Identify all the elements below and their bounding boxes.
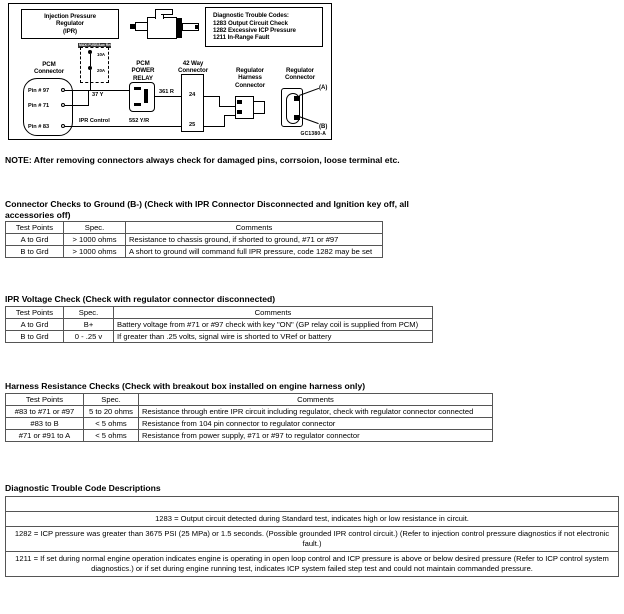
- wire-25-up: [224, 115, 225, 127]
- wire-label-37y: 37 Y: [92, 92, 104, 98]
- regulator-elbow: [161, 9, 173, 15]
- column-header-comments: Comments: [126, 222, 383, 234]
- dtc-callout-code-1: 1282 Excessive ICP Pressure: [213, 27, 296, 34]
- table-row: [6, 552, 619, 577]
- table-row: [6, 527, 619, 552]
- terminal-label-a: (A): [319, 85, 328, 91]
- ipr-title-line2: Regulator: [56, 20, 84, 28]
- voltage-check-heading: IPR Voltage Check (Check with regulator connector disconnected): [5, 294, 276, 304]
- dtc-descriptions-table: [5, 496, 619, 577]
- regulator-harness-connector-label: [225, 67, 275, 89]
- table-header-row: [6, 307, 433, 319]
- voltage-check-table: [5, 306, 433, 343]
- regulator-inlet: [135, 22, 148, 31]
- cell-spec: > 1000 ohms: [64, 246, 126, 258]
- way-pin-24: 24: [189, 92, 196, 98]
- ipr-title-line3: (IPR): [63, 27, 77, 35]
- column-header-comments: Comments: [139, 394, 493, 406]
- cell-test-points: B to Grd: [6, 246, 64, 258]
- wire-label-ipr-control: IPR Control: [79, 118, 110, 124]
- cell-spec: B+: [64, 319, 114, 331]
- table-row: [6, 319, 433, 331]
- pcm-power-relay-line3: RELAY: [133, 74, 153, 82]
- column-header-test-points: Test Points: [6, 307, 64, 319]
- wire-label-361r: 361 R: [159, 89, 174, 95]
- cell-comments: Battery voltage from #71 or #97 check with key "ON" (GP relay coil is supplied from PCM): [114, 319, 433, 331]
- pcm-power-relay-line1: PCM: [136, 60, 150, 67]
- cell-test-points: #83 to #71 or #97: [6, 406, 84, 418]
- regulator-connector-label: [275, 67, 325, 82]
- regulator-body: [147, 17, 177, 39]
- harness-connector-pin-a: [237, 100, 242, 104]
- ground-check-heading: Connector Checks to Ground (B-) (Check with IPR Connector Disconnected and Ignition key off, all accessories off): [5, 199, 409, 220]
- column-header-spec: Spec.: [64, 307, 114, 319]
- terminal-label-b: (B): [319, 124, 328, 130]
- wire-relay-to-42way: [155, 96, 181, 97]
- fuse-internal-wire: [90, 54, 91, 66]
- cell-test-points: A to Grd: [6, 319, 64, 331]
- regulator-illustration: [127, 9, 201, 45]
- pcm-connector-label-line1: PCM: [42, 61, 56, 68]
- pcm-power-relay-label: [125, 60, 161, 82]
- cell-test-points: #83 to B: [6, 418, 84, 430]
- dtc-row-empty: [6, 497, 619, 512]
- regulator-harness-line2: Harness: [238, 74, 262, 82]
- wire-label-552yr: 552 Y/R: [129, 118, 150, 124]
- harness-check-heading: Harness Resistance Checks (Check with breakout box installed on engine harness only): [5, 381, 366, 391]
- regulator-stub-pin: [195, 25, 198, 29]
- relay-contact-bottom: [134, 103, 141, 106]
- cell-test-points: #71 or #91 to A: [6, 430, 84, 442]
- cell-test-points: B to Grd: [6, 331, 64, 343]
- regulator-inlet-tip: [130, 24, 136, 29]
- regulator-harness-line3: Connector: [234, 81, 266, 89]
- cell-comments: Resistance to chassis ground, if shorted to ground, #71 or #97: [126, 234, 383, 246]
- fuse-label-10a: 10A: [97, 52, 106, 57]
- cell-comments: Resistance through entire IPR circuit including regulator, check with regulator connector connected: [139, 406, 493, 418]
- wiring-diagram: [8, 3, 332, 140]
- regulator-connector-line2: Connector: [284, 74, 316, 82]
- table-row: [6, 246, 383, 258]
- harness-connector-nose: [253, 101, 265, 114]
- dtc-row-1211: 1211 = If set during normal engine operation indicates engine is operating in open loop control and ICP pressure is above or below desired pressure (Refer to ICP control system diagnostics.) or if set during engine running test, indicates ICP system failed step test and could not maintain commanded pressure.: [6, 552, 619, 577]
- pcm-connector-label: [23, 61, 75, 76]
- column-header-test-points: Test Points: [6, 394, 84, 406]
- column-header-comments: Comments: [114, 307, 433, 319]
- pcm-power-relay-line2: POWER: [131, 67, 155, 75]
- dtc-callout-heading: Diagnostic Trouble Codes:: [213, 12, 289, 20]
- regulator-harness-connector-shape: [235, 96, 265, 119]
- wire-ipr-control: [65, 126, 181, 127]
- cell-comments: Resistance from power supply, #71 or #97 to regulator connector: [139, 430, 493, 442]
- dtc-callout-code-0: 1283 Output Circuit Check: [213, 19, 288, 27]
- way-pin-25: 25: [189, 122, 196, 128]
- cell-test-points: A to Grd: [6, 234, 64, 246]
- dtc-row-1282: 1282 = ICP pressure was greater than 3675 PSI (25 MPa) or 1.5 seconds. (Possible grounded IPR control circuit.) (Refer to injection control pressure diagnostics if not electronic fault.): [6, 527, 619, 552]
- table-header-row: [6, 394, 493, 406]
- cell-comments: Resistance from 104 pin connector to regulator connector: [139, 418, 493, 430]
- table-header-row: [6, 222, 383, 234]
- table-row: [6, 497, 619, 512]
- pin-label-97: Pin # 97: [28, 88, 50, 94]
- ipr-title-line1: Injection Pressure: [44, 12, 96, 20]
- cell-spec: < 5 ohms: [84, 418, 139, 430]
- relay-coil: [144, 89, 148, 103]
- table-row: [6, 418, 493, 430]
- wire-71-to-97-junction: [88, 90, 89, 106]
- table-row: [6, 234, 383, 246]
- cell-spec: > 1000 ohms: [64, 234, 126, 246]
- fuse-to-bus-wire: [90, 70, 91, 90]
- pin-label-71: Pin # 71: [28, 103, 50, 109]
- table-row: [6, 430, 493, 442]
- dtc-callout-code-2: 1211 In-Range Fault: [213, 34, 270, 42]
- column-header-spec: Spec.: [64, 222, 126, 234]
- way-connector-label-line2: Connector: [177, 67, 209, 75]
- dtc-callout-box: [205, 7, 323, 47]
- way-connector-label: [169, 60, 217, 75]
- fuse-box-header-label: MAXI FUSE/Aux Relay Box: [79, 43, 123, 47]
- note-text: NOTE: After removing connectors always check for damaged pins, corrsoion, loose terminal etc.: [5, 155, 400, 165]
- table-row: [6, 406, 493, 418]
- wire-25-out: [204, 126, 225, 127]
- cell-comments: If greater than .25 volts, signal wire is shorted to VRef or battery: [114, 331, 433, 343]
- dtc-row-1283: 1283 = Output circuit detected during Standard test, indicates high or low resistance in circuit.: [6, 512, 619, 527]
- cell-spec: < 5 ohms: [84, 430, 139, 442]
- pcm-power-relay-shape: [129, 82, 155, 112]
- cell-spec: 0 - .25 v: [64, 331, 114, 343]
- column-header-spec: Spec.: [84, 394, 139, 406]
- way-connector-label-line1: 42 Way: [182, 60, 204, 67]
- dtc-descriptions-heading: Diagnostic Trouble Code Descriptions: [5, 483, 161, 493]
- harness-check-table: [5, 393, 493, 442]
- cell-comments: A short to ground will command full IPR pressure, code 1282 may be set: [126, 246, 383, 258]
- ipr-title-box: [21, 9, 119, 39]
- harness-connector-pin-b: [237, 110, 242, 114]
- table-row: [6, 512, 619, 527]
- regulator-connector-line1: Regulator: [286, 67, 314, 74]
- table-row: [6, 331, 433, 343]
- cell-spec: 5 to 20 ohms: [84, 406, 139, 418]
- fuse-label-20a: 20A: [97, 68, 106, 73]
- wire-71-segment: [65, 105, 89, 106]
- regulator-terminal-a: [294, 96, 300, 101]
- regulator-harness-line1: Regulator: [236, 67, 264, 74]
- wire-24-out: [204, 96, 220, 97]
- part-id-label: GC1380-A: [300, 131, 326, 137]
- pcm-connector-label-line2: Connector: [33, 68, 65, 76]
- column-header-test-points: Test Points: [6, 222, 64, 234]
- pin-label-83: Pin # 83: [28, 124, 50, 130]
- relay-contact-top: [134, 87, 141, 90]
- ground-check-table: [5, 221, 383, 258]
